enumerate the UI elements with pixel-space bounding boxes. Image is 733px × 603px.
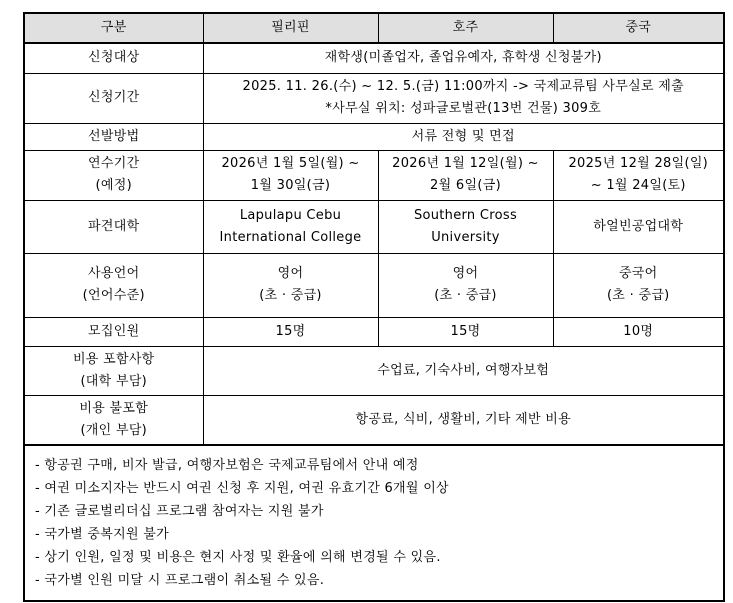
notes-cell: [24, 445, 724, 601]
cost-excluded-value: 항공료, 식비, 생활비, 기타 제반 비용: [203, 395, 724, 445]
application-period-value: [203, 73, 724, 123]
eligibility-value: 재학생(미졸업자, 졸업유예자, 휴학생 신청불가): [203, 43, 724, 73]
selection-method-label: 선발방법: [24, 123, 203, 150]
training-period-philippines-line2: 1월 30일(금): [250, 178, 331, 193]
row-capacity: [24, 317, 724, 346]
host-university-philippines-line2: International College: [219, 229, 362, 245]
language-label-line2: (언어수준): [82, 288, 145, 303]
cost-included-label-line2: (대학 부담): [80, 373, 148, 389]
host-university-label: 파견대학: [24, 200, 203, 253]
program-comparison-table: [23, 12, 725, 602]
selection-method-value: 서류 전형 및 면접: [203, 123, 724, 150]
host-university-philippines: [203, 200, 378, 253]
row-eligibility: [24, 43, 724, 73]
program-comparison-table-wrap: [23, 12, 725, 602]
row-host-university: [24, 200, 724, 253]
training-period-china-line2: ~ 1월 24일(토): [590, 178, 686, 193]
cost-excluded-label-line2: (개인 부담): [80, 422, 148, 438]
host-university-australia-line1: Southern Cross: [413, 207, 518, 223]
language-australia-line2: (초 · 중급): [434, 288, 497, 303]
row-application-period: [24, 73, 724, 123]
note-line-previous-participants: - 기존 글로벌리더십 프로그램 참여자는 지원 불가: [35, 503, 324, 519]
application-period-label: 신청기간: [24, 73, 203, 123]
language-china: [553, 253, 724, 317]
language-china-line1: 중국어: [618, 266, 658, 281]
capacity-label: 모집인원: [24, 317, 203, 346]
header-row: [24, 13, 724, 43]
language-label: [24, 253, 203, 317]
row-notes: [24, 445, 724, 601]
language-philippines-line1: 영어: [277, 266, 304, 281]
host-university-china: 하얼빈공업대학: [553, 200, 724, 253]
host-university-australia-line2: University: [431, 229, 500, 245]
row-cost-excluded: [24, 395, 724, 445]
note-line-duplicate-application: - 국가별 중복지원 불가: [35, 526, 170, 542]
training-period-philippines: [203, 150, 378, 200]
row-selection-method: [24, 123, 724, 150]
language-china-line2: (초 · 중급): [606, 288, 670, 303]
training-period-label-line2: (예정): [95, 178, 132, 193]
language-australia: [378, 253, 553, 317]
language-philippines: [203, 253, 378, 317]
cost-excluded-label: [24, 395, 203, 445]
training-period-china-line1: 2025년 12월 28일(일): [568, 156, 709, 171]
note-line-flight-info: - 항공권 구매, 비자 발급, 여행자보험은 국제교류팀에서 안내 예정: [35, 457, 419, 473]
capacity-china: 10명: [553, 317, 724, 346]
row-training-period: [24, 150, 724, 200]
header-cell-category: 구분: [24, 13, 203, 43]
row-cost-included: [24, 346, 724, 395]
training-period-australia-line2: 2월 6일(금): [430, 178, 501, 193]
capacity-australia: 15명: [378, 317, 553, 346]
application-period-line1: 2025. 11. 26.(수) ~ 12. 5.(금) 11:00까지 -> 국제교류팀 사무실로 제출: [242, 79, 684, 94]
training-period-label: [24, 150, 203, 200]
cost-excluded-label-line1: 비용 불포함: [79, 400, 149, 416]
training-period-australia: [378, 150, 553, 200]
note-line-cancellation: - 국가별 인원 미달 시 프로그램이 취소될 수 있음.: [35, 572, 325, 588]
note-line-passport: - 여권 미소지자는 반드시 여권 신청 후 지원, 여권 유효기간 6개월 이상: [35, 480, 449, 496]
language-australia-line1: 영어: [452, 266, 479, 281]
training-period-australia-line1: 2026년 1월 12일(월) ~: [392, 156, 539, 171]
language-label-line1: 사용언어: [88, 266, 140, 281]
language-philippines-line2: (초 · 중급): [259, 288, 322, 303]
host-university-philippines-line1: Lapulapu Cebu: [239, 207, 342, 223]
cost-included-label-line1: 비용 포함사항: [72, 351, 155, 367]
host-university-australia: [378, 200, 553, 253]
training-period-philippines-line1: 2026년 1월 5일(월) ~: [221, 156, 360, 171]
note-line-subject-to-change: - 상기 인원, 일정 및 비용은 현지 사정 및 환율에 의해 변경될 수 있음.: [35, 549, 441, 565]
header-cell-philippines: 필리핀: [203, 13, 378, 43]
row-language: [24, 253, 724, 317]
application-period-line2: *사무실 위치: 성파글로벌관(13번 건물) 309호: [325, 101, 602, 116]
training-period-china: [553, 150, 724, 200]
eligibility-label: 신청대상: [24, 43, 203, 73]
cost-included-label: [24, 346, 203, 395]
header-cell-china: 중국: [553, 13, 724, 43]
header-cell-australia: 호주: [378, 13, 553, 43]
cost-included-value: 수업료, 기숙사비, 여행자보험: [203, 346, 724, 395]
training-period-label-line1: 연수기간: [88, 156, 140, 171]
capacity-philippines: 15명: [203, 317, 378, 346]
